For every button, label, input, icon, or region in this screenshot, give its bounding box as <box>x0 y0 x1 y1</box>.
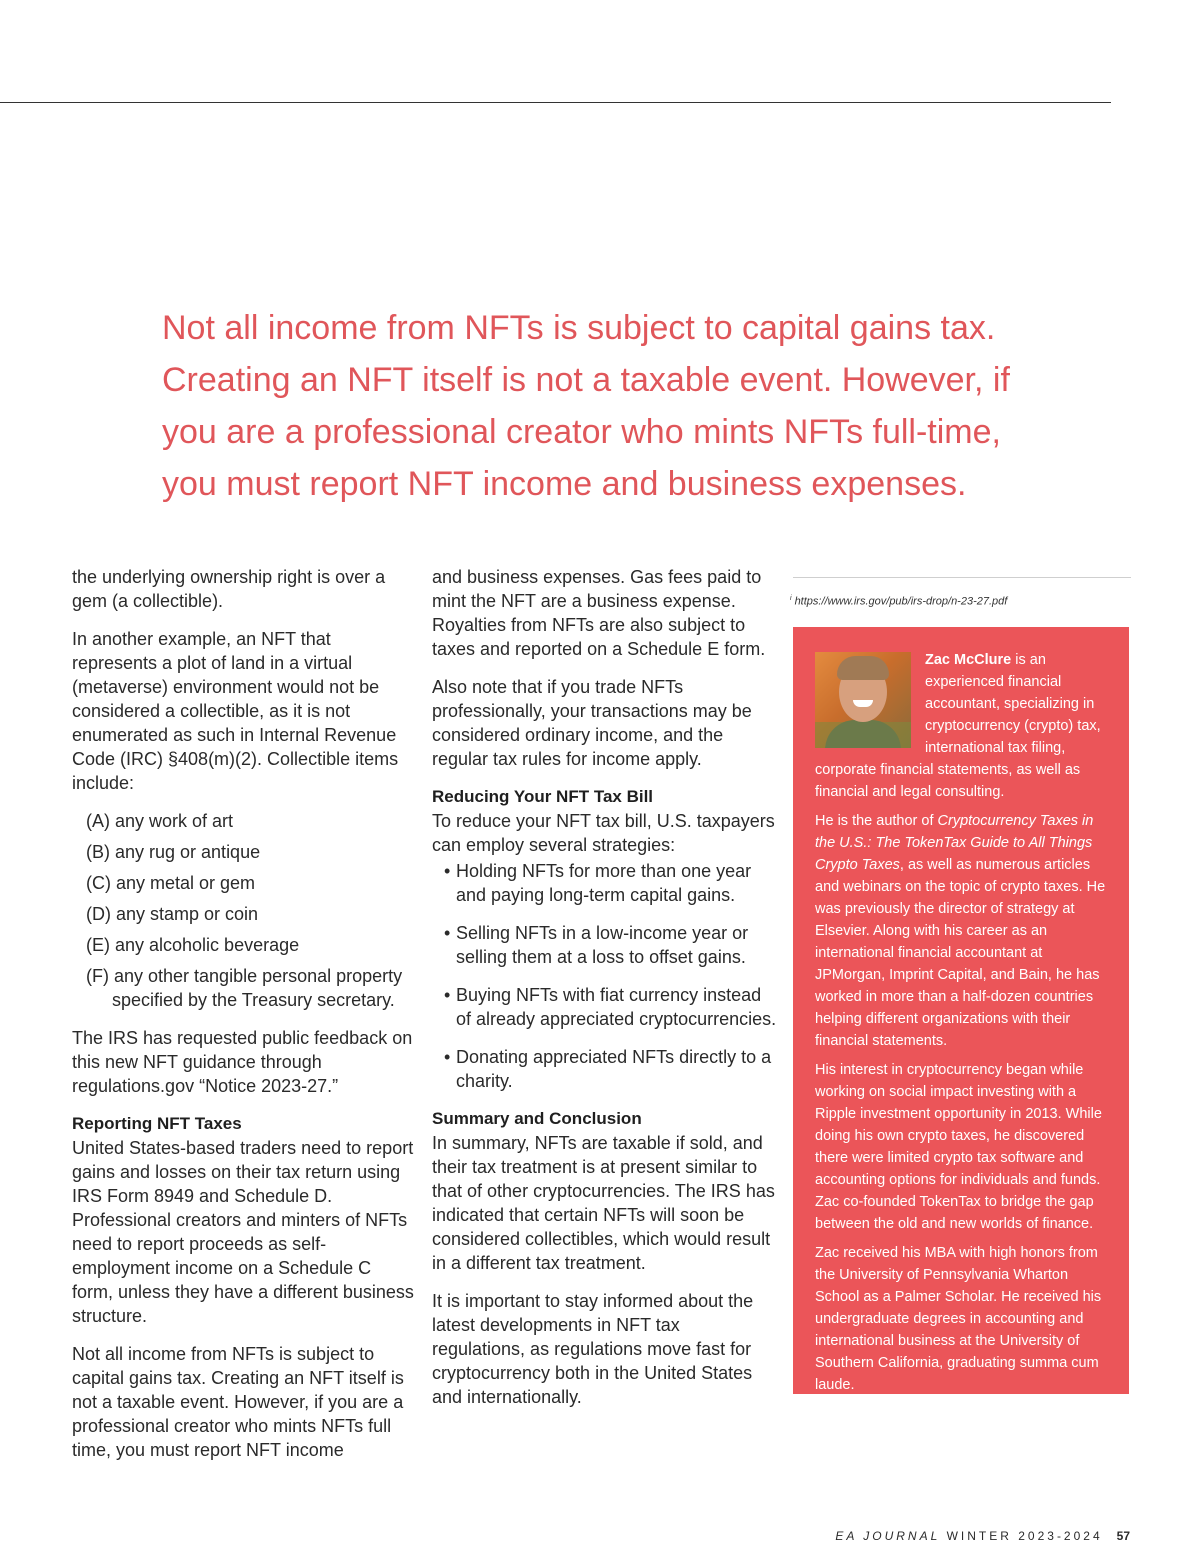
article-column-2 <box>432 565 777 1423</box>
list-item: (B) any rug or antique <box>86 842 261 862</box>
list-item: • Donating appreciated NFTs directly to a charity. <box>444 1047 772 1091</box>
author-photo <box>815 652 911 748</box>
page-number: 57 <box>1116 1529 1130 1543</box>
journal-name: EA JOURNAL <box>835 1529 941 1543</box>
paragraph: Not all income from NFTs is subject to capital gains tax. Creating an NFT itself is not a taxable event. However, if you are a professional creator who mints NFTs full time, you must report NFT income <box>72 1344 404 1460</box>
list-item: (D) any stamp or coin <box>86 904 259 924</box>
book-title: Cryptocurrency Taxes in the U.S.: The TokenTax Guide to All Things Crypto Taxes <box>815 813 1094 873</box>
paragraph: the underlying ownership right is over a gem (a collectible). <box>72 567 386 611</box>
bullet-icon: • <box>444 861 451 881</box>
paragraph: In summary, NFTs are taxable if sold, and their tax treatment is at present similar to that of other cryptocurrencies. The IRS has indicated that certain NFTs will soon be considered collectibles, which would result in a different tax treatment. <box>432 1133 775 1273</box>
list-item: (E) any alcoholic beverage <box>86 935 300 955</box>
page-footer <box>835 1529 1130 1543</box>
list-item: (A) any work of art <box>86 811 234 831</box>
issue-label: WINTER 2023-2024 <box>940 1529 1103 1543</box>
paragraph: United States-based traders need to report gains and losses on their tax return using IRS Form 8949 and Schedule D. Professional creators and minters of NFTs need to report proceeds as self-employment income on a Schedule C form, unless they have a different business structure. <box>72 1138 414 1326</box>
sidebar-rule <box>793 577 1131 578</box>
list-item: • Holding NFTs for more than one year and paying long-term capital gains. <box>444 861 752 905</box>
paragraph: In another example, an NFT that represents a plot of land in a virtual (metaverse) environment would not be considered a collectible, as it is not enumerated as such in Internal Revenue Code (IRC) §408(m)(2). Collectible items include: <box>72 629 399 793</box>
collectibles-list <box>72 809 417 1012</box>
paragraph: Also note that if you trade NFTs professionally, your transactions may be considered ordinary income, and the regular tax rules for income apply. <box>432 677 752 769</box>
author-name: Zac McClure <box>925 652 1012 668</box>
pull-quote: Not all income from NFTs is subject to capital gains tax. Creating an NFT itself is not a taxable event. However, if you are a professional creator who mints NFTs full-time, you must report NFT income and business expenses. <box>162 309 1010 503</box>
list-item: (F) any other tangible personal property specified by the Treasury secretary. <box>86 966 403 1010</box>
author-bio-box <box>793 627 1129 1394</box>
top-rule <box>0 102 1111 103</box>
strategies-list <box>432 859 777 1093</box>
list-item: • Selling NFTs in a low-income year or selling them at a loss to offset gains. <box>444 923 749 967</box>
paragraph: The IRS has requested public feedback on this new NFT guidance through regulations.gov “Notice 2023-27.” <box>72 1028 413 1096</box>
paragraph: To reduce your NFT tax bill, U.S. taxpayers can employ several strategies: <box>432 811 775 855</box>
bio-paragraph: His interest in cryptocurrency began while working on social impact investing with a Ripple investment opportunity in 2013. While doing his own crypto taxes, he discovered there were limited crypto tax software and accounting options for individuals and funds. Zac co-founded TokenTax to bridge the gap between the old and new worlds of finance. <box>815 1062 1102 1232</box>
section-heading-reporting: Reporting NFT Taxes <box>72 1114 242 1133</box>
footnote <box>790 595 1130 608</box>
bio-paragraph: Zac McClure is an experienced financial accountant, specializing in cryptocurrency (crypto) tax, international tax filing, corporate financial statements, as well as financial and legal consulting. <box>815 652 1101 800</box>
footnote-url[interactable]: https://www.irs.gov/pub/irs-drop/n-23-27.pdf <box>794 595 1008 608</box>
list-item: (C) any metal or gem <box>86 873 256 893</box>
paragraph: It is important to stay informed about the latest developments in NFT tax regulations, as regulations move fast for cryptocurrency both in the United States and internationally. <box>432 1291 754 1407</box>
section-heading-reducing: Reducing Your NFT Tax Bill <box>432 787 654 806</box>
bio-paragraph: Zac received his MBA with high honors from the University of Pennsylvania Wharton School as a Palmer Scholar. He received his undergraduate degrees in accounting and international business at the University of Southern California, graduating summa cum laude. <box>815 1245 1102 1393</box>
footnote-marker: i <box>790 595 792 602</box>
bullet-icon: • <box>444 985 451 1005</box>
paragraph: and business expenses. Gas fees paid to mint the NFT are a business expense. Royalties from NFTs are also subject to taxes and reported on a Schedule E form. <box>432 567 766 659</box>
list-item: • Buying NFTs with fiat currency instead of already appreciated cryptocurrencies. <box>444 985 777 1029</box>
article-column-1 <box>72 565 417 1476</box>
bullet-icon: • <box>444 923 451 943</box>
bullet-icon: • <box>444 1047 451 1067</box>
section-heading-summary: Summary and Conclusion <box>432 1109 642 1128</box>
bio-paragraph: He is the author of Cryptocurrency Taxes in the U.S.: The TokenTax Guide to All Things Crypto Taxes, as well as numerous articles and webinars on the topic of crypto taxes. He was previously the director of strategy at Elsevier. Along with his career as an international financial accountant at JPMorgan, Imprint Capital, and Bain, he has worked in more than a half-dozen countries helping different organizations with their financial statements. <box>815 813 1106 1049</box>
